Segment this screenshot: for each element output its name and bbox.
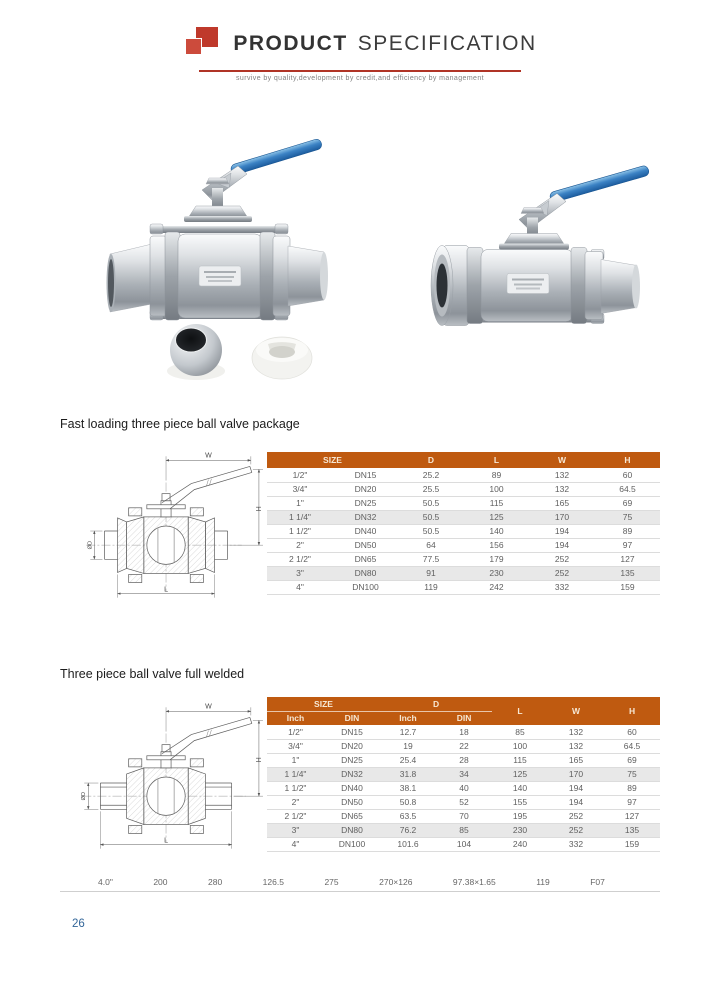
table-cell: 165: [529, 496, 595, 510]
table-row: [267, 809, 660, 823]
section-title-fast-loading: Fast loading three piece ball valve package: [60, 417, 300, 431]
table-cell: 77.5: [398, 552, 464, 566]
table-cell: 100: [492, 739, 548, 753]
table-cell: 194: [548, 781, 604, 795]
table-cell: 34: [436, 767, 492, 781]
title-product: PRODUCT: [233, 32, 348, 55]
table-cell: DN15: [324, 725, 380, 739]
table-cell: 132: [548, 725, 604, 739]
table-cell: 25.4: [380, 753, 436, 767]
fast-loading-spec-table: [267, 452, 660, 595]
table-cell: 125: [492, 767, 548, 781]
table-cell: 3": [267, 823, 324, 837]
table-row: [267, 753, 660, 767]
table-cell: 64.5: [604, 739, 660, 753]
table-cell: DN50: [324, 795, 380, 809]
table-cell: 1/2": [267, 468, 333, 482]
table-row: [267, 781, 660, 795]
table-cell: 1": [267, 496, 333, 510]
table-cell: 64.5: [595, 482, 660, 496]
table-cell: 115: [492, 753, 548, 767]
table-cell: 50.5: [398, 510, 464, 524]
table-cell: 19: [380, 739, 436, 753]
footer-value: 97.38×1.65: [452, 876, 496, 887]
table-cell: 89: [595, 524, 660, 538]
table-cell: 70: [436, 809, 492, 823]
company-logo-icon: [183, 24, 221, 64]
table-cell: DN20: [333, 482, 398, 496]
table-cell: 89: [604, 781, 660, 795]
table-cell: 3/4": [267, 739, 324, 753]
valve-body: [431, 246, 640, 326]
table-row: [267, 795, 660, 809]
table-cell: 2": [267, 795, 324, 809]
col-header-size: SIZE: [267, 452, 398, 468]
table-cell: DN32: [324, 767, 380, 781]
table-cell: DN80: [333, 566, 398, 580]
table-row: [267, 510, 660, 524]
table-row: [267, 566, 660, 580]
table-cell: DN25: [324, 753, 380, 767]
table-row: [267, 739, 660, 753]
table-cell: 89: [464, 468, 529, 482]
page-number: 26: [72, 918, 85, 930]
table-cell: 75: [604, 767, 660, 781]
table-cell: 230: [492, 823, 548, 837]
table-cell: 101.6: [380, 837, 436, 851]
table-cell: DN15: [333, 468, 398, 482]
table-cell: 38.1: [380, 781, 436, 795]
table-cell: 194: [548, 795, 604, 809]
table-cell: DN40: [333, 524, 398, 538]
valve-ball-part: [167, 324, 225, 380]
valve-photo-full-welded: [415, 146, 665, 334]
table-cell: 4": [267, 837, 324, 851]
table-cell: 135: [595, 566, 660, 580]
table-cell: 85: [436, 823, 492, 837]
col-subheader-din: DIN: [324, 711, 380, 725]
table-cell: 230: [464, 566, 529, 580]
table-cell: 170: [548, 767, 604, 781]
table-row: [267, 552, 660, 566]
table-row: [267, 524, 660, 538]
table-cell: 76.2: [380, 823, 436, 837]
table-cell: 195: [492, 809, 548, 823]
table-cell: 4": [267, 580, 333, 594]
page-header: [0, 24, 720, 82]
title-specification: SPECIFICATION: [357, 32, 537, 55]
footer-value: F07: [590, 876, 605, 887]
table-cell: 159: [595, 580, 660, 594]
table-cell: DN80: [324, 823, 380, 837]
table-cell: 132: [548, 739, 604, 753]
table-cell: 159: [604, 837, 660, 851]
table-cell: 28: [436, 753, 492, 767]
table-cell: 127: [595, 552, 660, 566]
table-cell: 1 1/4": [267, 767, 324, 781]
table-cell: 50.8: [380, 795, 436, 809]
table-row: [267, 468, 660, 482]
table-cell: 25.5: [398, 482, 464, 496]
table-body: [267, 725, 660, 851]
table-cell: DN100: [333, 580, 398, 594]
table-cell: 135: [604, 823, 660, 837]
table-row: [267, 823, 660, 837]
table-cell: 40: [436, 781, 492, 795]
table-cell: 60: [604, 725, 660, 739]
footer-value: 275: [324, 876, 339, 887]
table-cell: 1 1/2": [267, 524, 333, 538]
valve-photo-fast-loading: [100, 128, 340, 383]
table-cell: 242: [464, 580, 529, 594]
table-row: [267, 496, 660, 510]
footer-value: 280: [208, 876, 223, 887]
table-cell: 31.8: [380, 767, 436, 781]
valve-handle: [519, 165, 650, 230]
table-row: [267, 538, 660, 552]
table-cell: 240: [492, 837, 548, 851]
col-header-l: L: [464, 452, 529, 468]
table-cell: 332: [529, 580, 595, 594]
table-cell: 194: [529, 524, 595, 538]
table-cell: 156: [464, 538, 529, 552]
table-cell: 2 1/2": [267, 809, 324, 823]
col-header-d: D: [380, 697, 492, 711]
page-title: [233, 32, 536, 56]
col-header-d: D: [398, 452, 464, 468]
table-cell: 140: [492, 781, 548, 795]
valve-body: [107, 224, 329, 320]
table-cell: 332: [548, 837, 604, 851]
dim-label-l: L: [164, 837, 168, 845]
table-cell: DN65: [333, 552, 398, 566]
table-cell: 155: [492, 795, 548, 809]
table-cell: 63.5: [380, 809, 436, 823]
table-cell: 22: [436, 739, 492, 753]
table-cell: 2": [267, 538, 333, 552]
table-cell: 1": [267, 753, 324, 767]
table-row: [267, 837, 660, 851]
col-header-w: W: [548, 697, 604, 725]
table-cell: 18: [436, 725, 492, 739]
table-cell: 165: [548, 753, 604, 767]
col-header-w: W: [529, 452, 595, 468]
col-header-h: H: [595, 452, 660, 468]
table-cell: DN20: [324, 739, 380, 753]
col-subheader-inch: Inch: [267, 711, 324, 725]
table-cell: DN50: [333, 538, 398, 552]
table-cell: 252: [548, 823, 604, 837]
table-header-row: [267, 697, 660, 711]
table-cell: DN65: [324, 809, 380, 823]
table-cell: 85: [492, 725, 548, 739]
table-body: [267, 468, 660, 594]
footer-spec-row: [60, 872, 660, 892]
footer-value: 4.0": [98, 876, 113, 887]
table-cell: 252: [548, 809, 604, 823]
table-cell: 170: [529, 510, 595, 524]
table-cell: 1 1/2": [267, 781, 324, 795]
full-welded-spec-table: [267, 697, 660, 852]
table-cell: 100: [464, 482, 529, 496]
table-header-row: [267, 452, 660, 468]
table-cell: 75: [595, 510, 660, 524]
logo-square-front: [185, 38, 202, 55]
table-cell: 194: [529, 538, 595, 552]
table-cell: 64: [398, 538, 464, 552]
table-cell: 69: [595, 496, 660, 510]
section-title-full-welded: Three piece ball valve full welded: [60, 667, 245, 681]
header-divider: [199, 70, 521, 72]
table-cell: 50.5: [398, 496, 464, 510]
dim-label-d: ØD: [87, 541, 94, 550]
table-cell: 252: [529, 552, 595, 566]
table-cell: DN100: [324, 837, 380, 851]
table-cell: 3": [267, 566, 333, 580]
col-header-h: H: [604, 697, 660, 725]
table-cell: 50.5: [398, 524, 464, 538]
table-cell: 1/2": [267, 725, 324, 739]
table-cell: 115: [464, 496, 529, 510]
table-cell: 119: [398, 580, 464, 594]
table-cell: 12.7: [380, 725, 436, 739]
dim-label-h: H: [253, 506, 261, 512]
table-row: [267, 767, 660, 781]
table-cell: 97: [604, 795, 660, 809]
dim-label-w: W: [205, 703, 212, 711]
table-cell: 252: [529, 566, 595, 580]
table-cell: DN25: [333, 496, 398, 510]
table-cell: 132: [529, 468, 595, 482]
table-cell: 60: [595, 468, 660, 482]
footer-value: 119: [536, 876, 550, 887]
table-row: [267, 482, 660, 496]
dim-label-h: H: [253, 757, 261, 763]
table-cell: 140: [464, 524, 529, 538]
dim-label-l: L: [164, 586, 168, 594]
table-cell: 132: [529, 482, 595, 496]
footer-value: 126.5: [262, 876, 284, 887]
dim-label-d: ØD: [81, 792, 88, 801]
company-tagline: survive by quality,development by credit,and efficiency by management: [236, 75, 484, 82]
footer-value: 200: [153, 876, 168, 887]
table-row: [267, 725, 660, 739]
footer-value: 270×126: [379, 876, 413, 887]
table-cell: 3/4": [267, 482, 333, 496]
table-cell: 52: [436, 795, 492, 809]
col-subheader-inch: Inch: [380, 711, 436, 725]
table-cell: 127: [604, 809, 660, 823]
col-header-size: SIZE: [267, 697, 380, 711]
table-cell: 1 1/4": [267, 510, 333, 524]
table-cell: 97: [595, 538, 660, 552]
table-cell: 91: [398, 566, 464, 580]
table-cell: 69: [604, 753, 660, 767]
dim-label-w: W: [205, 452, 212, 460]
table-cell: 179: [464, 552, 529, 566]
table-cell: DN32: [333, 510, 398, 524]
table-cell: 104: [436, 837, 492, 851]
table-cell: 25.2: [398, 468, 464, 482]
valve-technical-drawing-clamp: [60, 446, 267, 610]
col-subheader-din: DIN: [436, 711, 492, 725]
valve-technical-drawing-welded: [60, 697, 267, 861]
col-header-l: L: [492, 697, 548, 725]
table-cell: 2 1/2": [267, 552, 333, 566]
table-cell: 125: [464, 510, 529, 524]
table-row: [267, 580, 660, 594]
valve-seat-part: [252, 337, 312, 379]
table-cell: DN40: [324, 781, 380, 795]
